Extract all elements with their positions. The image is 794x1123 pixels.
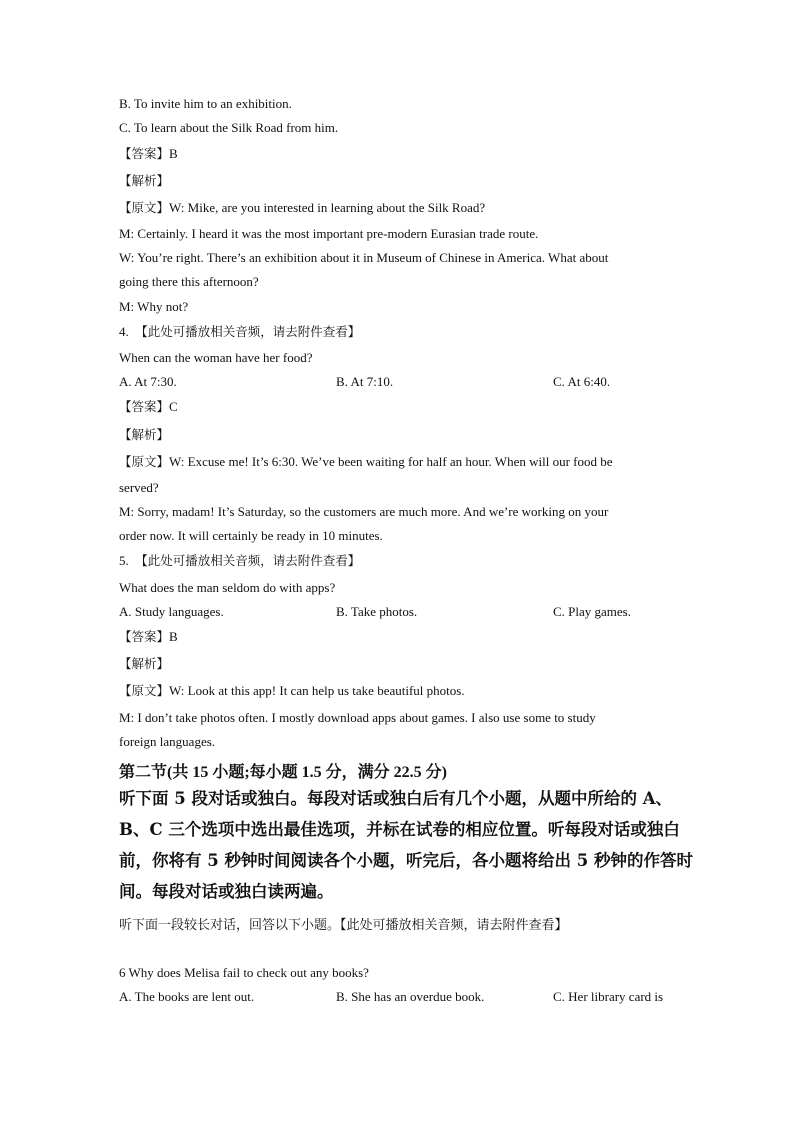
original-tag: 【原文】: [119, 200, 170, 215]
q4-transcript-text-1: W: Excuse me! It’s 6:30. We’ve been waiting for half an hour. When will our food be: [169, 454, 613, 469]
original-tag: 【原文】: [119, 683, 170, 698]
q5-header: [119, 553, 360, 569]
q4-answer: C: [169, 399, 178, 414]
q3-answer: B: [169, 146, 178, 161]
q4-option-b: B. At 7:10.: [336, 374, 394, 389]
q3-transcript-4: M: Why not?: [119, 299, 189, 314]
q5-option-b: B. Take photos.: [336, 604, 418, 619]
q5-option-c: C. Play games.: [553, 604, 631, 619]
q5-answer-line: [119, 629, 178, 645]
section-instruction-2: B、C 三个选项中选出最佳选项，并标在试卷的相应位置。听每段对话或独白: [119, 820, 680, 839]
q3-analysis-tag: 【解析】: [119, 173, 170, 188]
original-tag: 【原文】: [119, 454, 170, 469]
q6-option-a: A. The books are lent out.: [119, 989, 255, 1004]
q4-analysis-tag: 【解析】: [119, 427, 170, 442]
q4-transcript-1a: [119, 454, 613, 470]
q5-analysis-tag: 【解析】: [119, 656, 170, 671]
q5-transcript-text-1: W: Look at this app! It can help us take beautiful photos.: [169, 683, 465, 698]
section-audio-note: 听下面一段较长对话，回答以下小题。【此处可播放相关音频，请去附件查看】: [119, 918, 568, 933]
section-heading: 第二节(共 15 小题;每小题 1.5 分，满分 22.5 分): [119, 764, 447, 781]
q5-transcript-1: [119, 683, 465, 699]
q4-question: When can the woman have her food?: [119, 350, 313, 365]
q3-transcript-3b: going there this afternoon?: [119, 274, 259, 289]
section-instruction-3: 前，你将有 5 秒钟时间阅读各个小题，听完后，各小题将给出 5 秒钟的作答时: [119, 851, 693, 870]
q3-answer-line: [119, 146, 178, 162]
q4-number: 4.: [119, 324, 129, 339]
q4-transcript-1b: served?: [119, 480, 159, 495]
q5-option-a: A. Study languages.: [119, 604, 224, 619]
answer-tag: 【答案】: [119, 399, 170, 414]
section-instruction-4: 间。每段对话或独白读两遍。: [119, 882, 334, 901]
q4-header: [119, 324, 360, 340]
q6-option-c: C. Her library card is: [553, 989, 664, 1004]
q5-transcript-2a: M: I don’t take photos often. I mostly download apps about games. I also use some to study: [119, 710, 596, 725]
q3-option-b: B. To invite him to an exhibition.: [119, 96, 292, 111]
q4-answer-line: [119, 399, 178, 415]
q4-audio-note: 【此处可播放相关音频，请去附件查看】: [135, 324, 361, 339]
q5-number: 5.: [119, 553, 129, 568]
q3-option-c: C. To learn about the Silk Road from him.: [119, 120, 339, 135]
q6-question: 6 Why does Melisa fail to check out any books?: [119, 965, 369, 980]
q5-transcript-2b: foreign languages.: [119, 734, 216, 749]
q3-transcript-1: [119, 200, 485, 216]
section-instruction-1: 听下面 5 段对话或独白。每段对话或独白后有几个小题，从题中所给的 A、: [119, 789, 673, 808]
q5-question: What does the man seldom do with apps?: [119, 580, 336, 595]
q3-transcript-text-1: W: Mike, are you interested in learning about the Silk Road?: [169, 200, 486, 215]
q3-transcript-2: M: Certainly. I heard it was the most important pre-modern Eurasian trade route.: [119, 226, 539, 241]
q5-audio-note: 【此处可播放相关音频，请去附件查看】: [135, 553, 361, 568]
q4-option-c: C. At 6:40.: [553, 374, 611, 389]
q3-transcript-3a: W: You’re right. There’s an exhibition about it in Museum of Chinese in America. What about: [119, 250, 609, 265]
q4-option-a: A. At 7:30.: [119, 374, 177, 389]
answer-tag: 【答案】: [119, 629, 170, 644]
answer-tag: 【答案】: [119, 146, 170, 161]
q4-transcript-2b: order now. It will certainly be ready in 10 minutes.: [119, 528, 383, 543]
q5-answer: B: [169, 629, 178, 644]
q4-transcript-2a: M: Sorry, madam! It’s Saturday, so the customers are much more. And we’re working on your: [119, 504, 609, 519]
q6-option-b: B. She has an overdue book.: [336, 989, 485, 1004]
